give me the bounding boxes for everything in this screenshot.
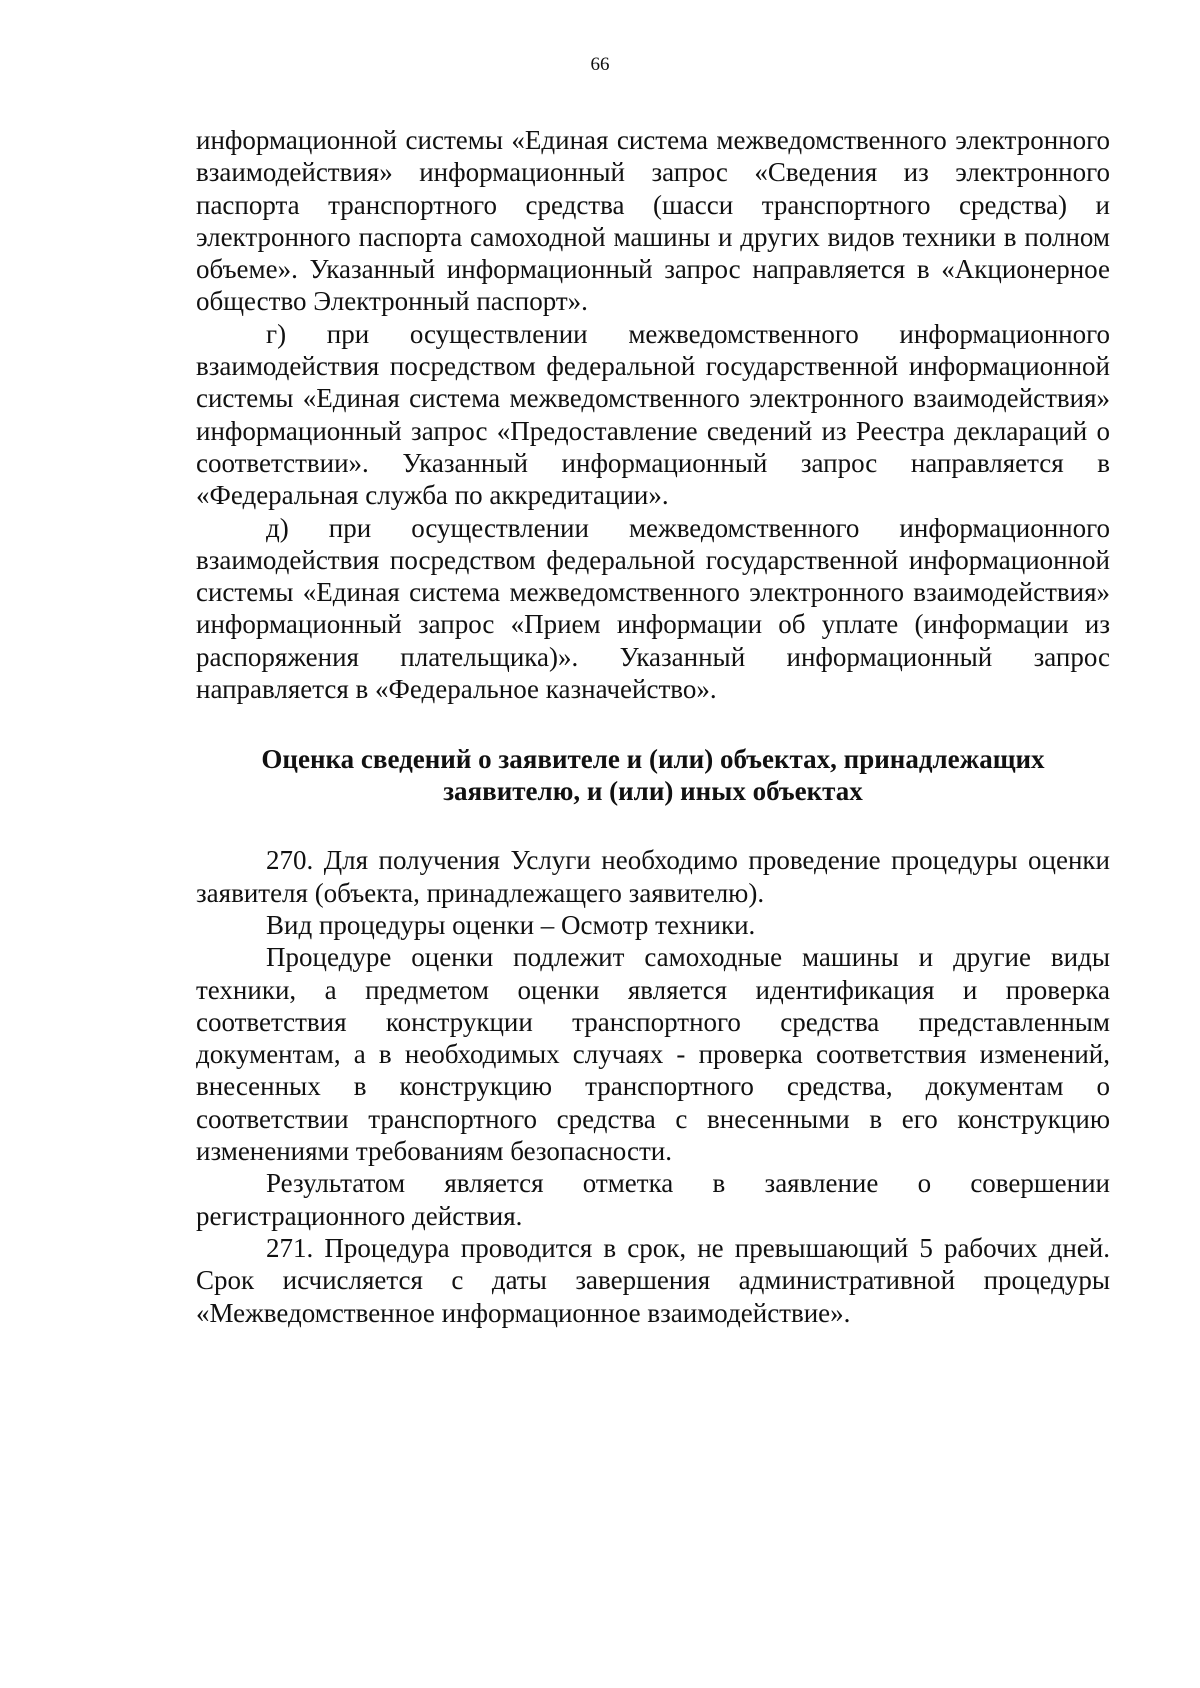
spacer [196,705,1110,743]
paragraph-item-g: г) при осуществлении межведомственного информационного взаимодействия посредством федеральной государственной информационной системы «Единая система межведомственного электронного взаимодействия» информационный запрос «Предоставление сведений из Реестра деклараций о соответствии». Указанный информационный запрос направляется в «Федеральная служба по аккредитации». [196,318,1110,511]
paragraph-continuation: информационной системы «Единая система межведомственного электронного взаимодействия» информационный запрос «Сведения из электронного паспорта транспортного средства (шасси транспортного средства) и электронного паспорта самоходной машины и других видов техники в полном объеме». Указанный информационный запрос направляется в «Акционерное общество Электронный паспорт». [196,125,1110,317]
paragraph-271: 271. Процедура проводится в срок, не превышающий 5 рабочих дней. Срок исчисляется с даты завершения административной процедуры «Межведомственное информационное взаимодействие». [196,1232,1110,1328]
section-heading [196,743,1110,807]
paragraph-assessment-subject: Процедуре оценки подлежит самоходные машины и другие виды техники, а предметом оценки является идентификация и проверка соответствия конструкции транспортного средства представленным документам, а в необходимых случаях - проверка соответствия изменений, внесенных в конструкцию транспортного средства, документам о соответствии транспортного средства с внесенными в его конструкцию изменениями требованиям безопасности. [196,942,1110,1167]
section-heading-line-2: заявителю, и (или) иных объектах [443,776,863,807]
document-body [196,124,1110,1329]
paragraph-item-d: д) при осуществлении межведомственного информационного взаимодействия посредством федеральной государственной информационной системы «Единая система межведомственного электронного взаимодействия» информационный запрос «Прием информации об уплате (информации из распоряжения плательщика)». Указанный информационный запрос направляется в «Федеральное казначейство». [196,512,1110,705]
spacer [196,807,1110,844]
paragraph-assessment-type: Вид процедуры оценки – Осмотр техники. [266,909,756,940]
paragraph-result: Результатом является отметка в заявление о совершении регистрационного действия. [196,1168,1110,1231]
page-number: 66 [590,54,610,75]
paragraph-270: 270. Для получения Услуги необходимо проведение процедуры оценки заявителя (объекта, принадлежащего заявителю). [196,845,1110,908]
section-heading-line-1: Оценка сведений о заявителе и (или) объектах, принадлежащих [261,744,1045,775]
